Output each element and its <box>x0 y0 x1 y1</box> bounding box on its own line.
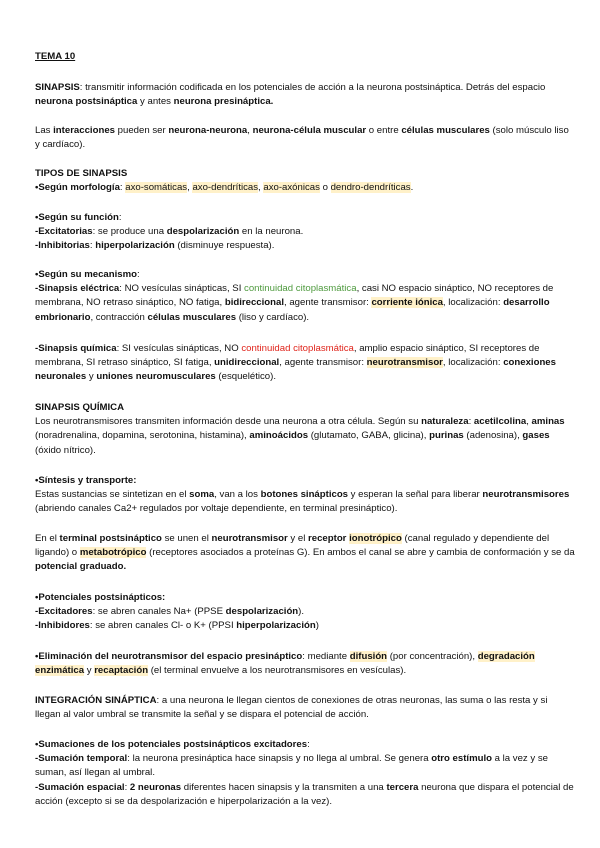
term: naturaleza <box>421 416 469 428</box>
text: , casi NO espacio sináptico, NO receptores de membrana, NO retraso sináptico, NO fatiga, <box>35 283 554 309</box>
text: Estas sustancias se sintetizan en el <box>35 489 190 501</box>
term: aminoácidos <box>249 430 309 442</box>
paragraph-terminal-postsinaptico <box>35 532 575 575</box>
text: y <box>84 665 95 677</box>
term: soma <box>189 489 215 501</box>
term: •Según morfología <box>35 182 120 194</box>
term: neurotransmisores <box>482 489 570 501</box>
term: tercera <box>386 781 419 793</box>
term: -Sumación temporal <box>35 753 128 765</box>
text: : transmitir información codificada en los potenciales de acción a la neurona postsináptica. Detrás del espacio <box>79 82 546 93</box>
text: y antes <box>137 96 174 108</box>
text: , van a los <box>214 489 261 501</box>
text: Las <box>35 125 54 136</box>
term: receptor <box>308 533 347 544</box>
term: -Inhibitorias <box>35 240 90 252</box>
text: neurona que dispara el potencial de acción (excepto si se da despolarización e hiperpolarización a la vez). <box>35 781 574 807</box>
paragraph-interacciones <box>35 124 575 152</box>
term: -Inhibidores <box>35 620 90 632</box>
term: -Excitadores <box>35 606 93 618</box>
page-title: TEMA 10 <box>35 51 76 62</box>
term: -Excitatorias <box>35 226 93 238</box>
text: y el <box>287 533 309 544</box>
term: despolarización <box>225 606 299 618</box>
text: : se abren canales Na+ (PPSE <box>92 606 226 618</box>
text: (esquelético). <box>215 371 277 383</box>
section-heading: •Síntesis y transporte: <box>35 475 137 486</box>
text: , localización: <box>442 357 504 369</box>
text: , <box>247 125 253 136</box>
term: •Eliminación del neurotransmisor del espacio presináptico <box>35 651 303 662</box>
text: Los neurotransmisores transmiten información desde una neurona a otra célula. Según su <box>35 416 422 428</box>
text: (receptores asociados a proteínas G). En ambos el canal se abre y cambia de conformación y se da <box>146 547 575 559</box>
paragraph-eliminacion <box>35 650 575 678</box>
term: •Sumaciones de los potenciales postsinápticos excitadores <box>35 739 308 750</box>
paragraph-integracion-sinaptica <box>35 694 575 722</box>
text: : <box>307 739 310 750</box>
highlight: axo-dendríticas <box>192 182 259 194</box>
text: a la vez y se suman, así llegan al umbral. <box>35 753 548 779</box>
term: potencial graduado. <box>35 561 127 573</box>
term: •Según su función <box>35 212 119 223</box>
text: en la neurona. <box>239 226 304 238</box>
text: : <box>89 240 96 252</box>
term: •Según su mecanismo <box>35 269 137 280</box>
highlight: axo-axónicas <box>263 182 320 194</box>
text: : mediante <box>302 651 350 662</box>
term: conexiones neuronales <box>35 357 556 383</box>
term: -Sinapsis química <box>35 343 117 354</box>
text: o <box>319 182 331 194</box>
text: : se abren canales Cl- o K+ (PPSI <box>89 620 237 632</box>
text: : SI vesículas sinápticas, NO <box>116 343 242 354</box>
text: : <box>468 416 474 428</box>
highlight: dendro-dendríticas <box>330 182 411 194</box>
term: células musculares <box>401 125 490 136</box>
term: purinas <box>429 430 464 442</box>
highlight: degradación enzimática <box>35 651 535 677</box>
text: o entre <box>366 125 402 136</box>
term: INTEGRACIÓN SINÁPTICA <box>35 695 157 706</box>
term: terminal postsináptico <box>59 533 162 544</box>
section-segun-funcion <box>35 211 575 254</box>
text: , contracción <box>90 311 148 323</box>
text: (disminuye respuesta). <box>174 240 275 252</box>
term: bidireccional <box>224 297 285 309</box>
text: (adenosina), <box>463 430 523 442</box>
term: aminas <box>531 416 565 428</box>
highlight: metabotrópico <box>79 547 147 559</box>
term: hiperpolarización <box>95 240 175 252</box>
paragraph-sinapsis-definition <box>35 81 575 109</box>
text: (canal regulado y dependiente del ligando) o <box>35 533 550 559</box>
term: neurona presináptica. <box>173 96 274 108</box>
term: neurona-célula muscular <box>252 125 367 136</box>
text: , <box>526 416 532 428</box>
section-sinapsis-quimica <box>35 401 575 458</box>
highlight: corriente iónica <box>371 297 443 309</box>
text: ). <box>298 606 305 618</box>
text: . <box>410 182 414 194</box>
text: y <box>86 371 97 383</box>
text: diferentes hacen sinapsis y la transmiten a una <box>181 781 387 793</box>
section-heading: TIPOS DE SINAPSIS <box>35 168 128 179</box>
term: neurotransmisor <box>211 533 288 544</box>
section-tipos-de-sinapsis <box>35 167 575 195</box>
text: : <box>118 212 122 223</box>
text: : la neurona presináptica hace sinapsis y no llega al umbral. Se genera <box>127 753 432 765</box>
text: y esperan la señal para liberar <box>348 489 483 501</box>
term: -Sinapsis eléctrica <box>35 283 120 295</box>
term: 2 neuronas <box>129 781 182 793</box>
highlight: ionotrópico <box>349 533 402 544</box>
term: otro estímulo <box>431 753 492 765</box>
term: interacciones <box>53 125 115 136</box>
highlight: axo-somáticas <box>125 182 188 194</box>
highlight-green: continuidad citoplasmática <box>244 283 357 295</box>
term: unidireccional <box>214 357 280 369</box>
text: En el <box>35 533 60 544</box>
text: (el terminal envuelve a los neurotransmisores en vesículas). <box>148 665 407 677</box>
section-potenciales-postsinapticos <box>35 591 575 634</box>
section-sintesis-transporte <box>35 474 575 517</box>
text: (abriendo canales Ca2+ regulados por voltaje dependiente, en terminal presináptico). <box>35 503 398 515</box>
highlight-red: continuidad citoplasmática <box>241 343 354 354</box>
section-segun-mecanismo-electrica <box>35 268 575 325</box>
text: , amplio espacio sináptico, SI receptores de membrana, SI retraso sináptico, SI fatiga, <box>35 343 540 369</box>
section-heading: •Potenciales postsinápticos: <box>35 592 166 603</box>
term: hiperpolarización <box>236 620 316 632</box>
text: : se produce una <box>92 226 167 238</box>
term: neurona postsináptica <box>35 96 138 108</box>
text: : a una neurona le llegan cientos de conexiones de otras neuronas, las suma o las resta y si llegan al valor umbral se transmite la señal y se dispara el potencial de acción. <box>35 695 548 721</box>
text: : NO vesículas sinápticas, SI <box>119 283 245 295</box>
text: , agente transmisor: <box>279 357 367 369</box>
text: , <box>187 182 193 194</box>
text: : <box>119 182 126 194</box>
section-sumaciones <box>35 738 575 809</box>
term: gases <box>522 430 550 442</box>
text: (solo músculo liso y cardíaco). <box>35 125 569 151</box>
text: ) <box>315 620 319 632</box>
term: acetilcolina <box>473 416 527 428</box>
section-heading: SINAPSIS QUÍMICA <box>35 402 125 413</box>
term: neurona-neurona <box>168 125 248 136</box>
term: despolarización <box>166 226 240 238</box>
text: , agente transmisor: <box>284 297 372 309</box>
term: uniones neuromusculares <box>96 371 216 383</box>
text: se unen el <box>161 533 212 544</box>
text: (noradrenalina, dopamina, serotonina, histamina), <box>35 430 250 442</box>
term: desarrollo embrionario <box>35 297 550 323</box>
highlight: difusión <box>349 651 388 662</box>
section-sinapsis-quimica-mecanismo <box>35 342 575 385</box>
highlight: recaptación <box>94 665 149 677</box>
term: -Sumación espacial <box>35 781 125 793</box>
text: , localización: <box>442 297 504 309</box>
text: (glutamato, GABA, glicina), <box>308 430 430 442</box>
text: (liso y cardíaco). <box>236 311 310 323</box>
text: : <box>124 781 130 793</box>
text: : <box>137 269 140 280</box>
text: (por concentración), <box>387 651 478 662</box>
text: , <box>258 182 264 194</box>
term: botones sinápticos <box>260 489 349 501</box>
term: SINAPSIS <box>35 82 80 93</box>
text: (óxido nítrico). <box>35 444 96 456</box>
text: pueden ser <box>115 125 169 136</box>
term: células musculares <box>147 311 237 323</box>
highlight: neurotransmisor <box>366 357 443 369</box>
